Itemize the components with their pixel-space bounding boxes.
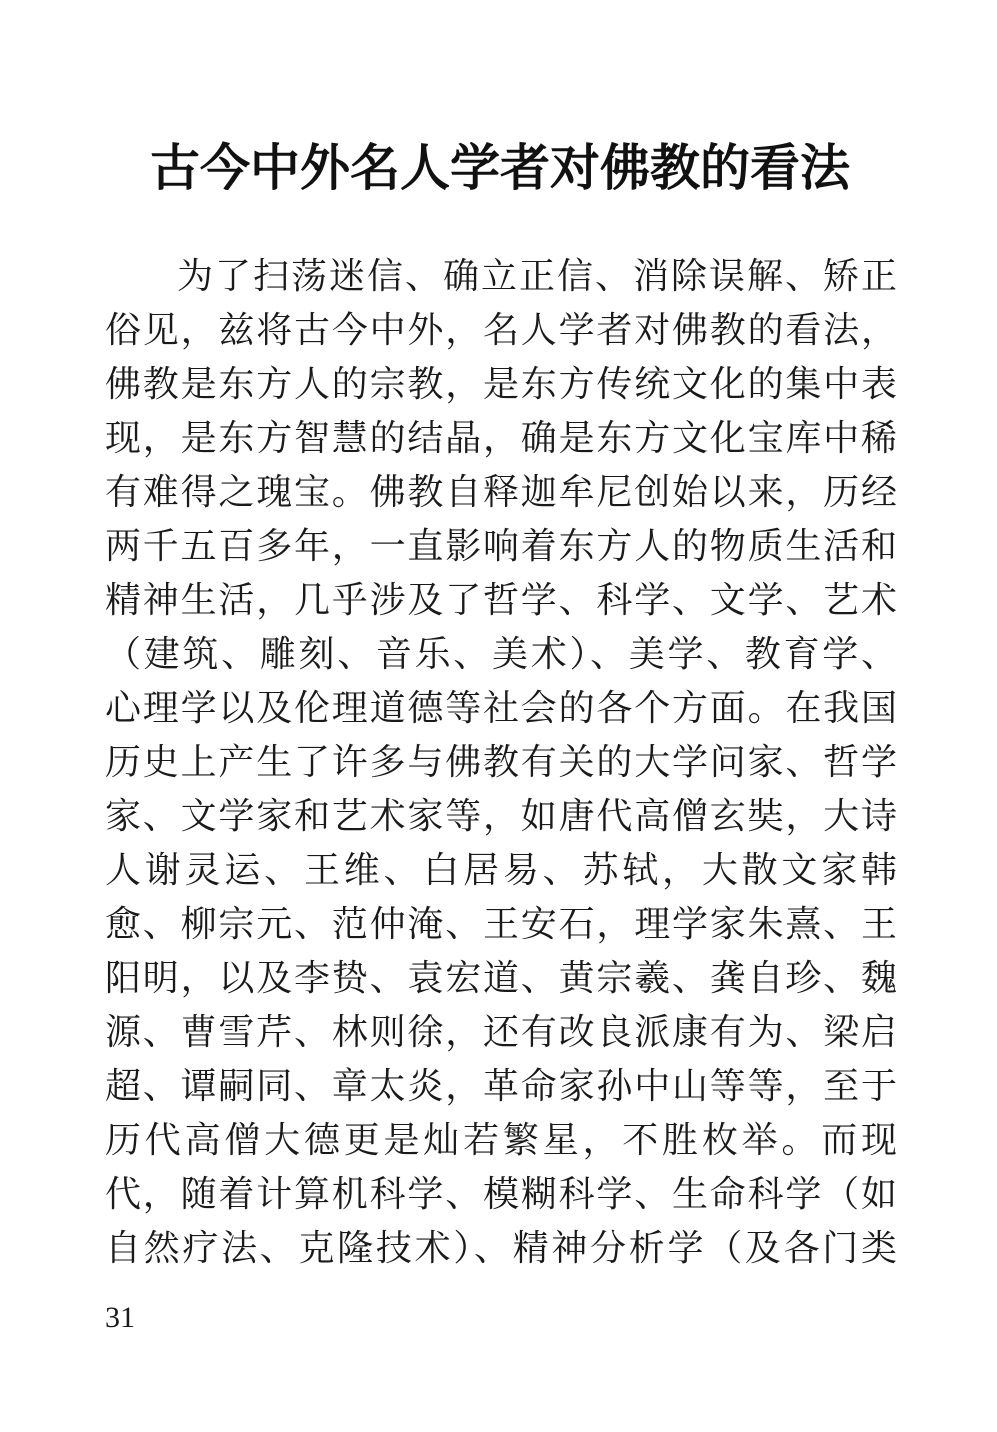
page-number: 31 xyxy=(105,1301,135,1334)
text-line: 家、文学家和艺术家等，如唐代高僧玄奘，大诗 xyxy=(105,796,897,837)
text-line: 精神生活，几乎涉及了哲学、科学、文学、艺术 xyxy=(105,580,897,621)
page-title: 古今中外名人学者对佛教的看法 xyxy=(150,139,850,197)
text-line: 心理学以及伦理道德等社会的各个方面。在我国 xyxy=(105,688,897,729)
text-line: 有难得之瑰宝。佛教自释迦牟尼创始以来，历经 xyxy=(105,472,897,513)
text-line: 自然疗法、克隆技术）、精神分析学（及各门类 xyxy=(105,1228,897,1269)
text-line: 阳明，以及李贽、袁宏道、黄宗羲、龚自珍、魏 xyxy=(105,958,897,999)
text-line: （建筑、雕刻、音乐、美术）、美学、教育学、 xyxy=(105,634,897,675)
text-line: 两千五百多年，一直影响着东方人的物质生活和 xyxy=(105,526,897,567)
text-line: 佛教是东方人的宗教，是东方传统文化的集中表 xyxy=(105,364,897,405)
text-line: 人谢灵运、王维、白居易、苏轼，大散文家韩 xyxy=(105,850,897,891)
text-line: 俗见，兹将古今中外，名人学者对佛教的看法， xyxy=(105,310,897,351)
text-line: 超、谭嗣同、章太炎，革命家孙中山等等，至于 xyxy=(105,1066,897,1107)
text-line: 代，随着计算机科学、模糊科学、生命科学（如 xyxy=(105,1174,897,1215)
text-line: 历代高僧大德更是灿若繁星，不胜枚举。而现 xyxy=(105,1120,897,1161)
body-paragraph xyxy=(105,250,897,1276)
text-line: 现，是东方智慧的结晶，确是东方文化宝库中稀 xyxy=(105,418,897,459)
text-line: 为了扫荡迷信、确立正信、消除误解、矫正 xyxy=(177,256,897,297)
text-line: 历史上产生了许多与佛教有关的大学问家、哲学 xyxy=(105,742,897,783)
text-line: 源、曹雪芹、林则徐，还有改良派康有为、梁启 xyxy=(105,1012,897,1053)
text-line: 愈、柳宗元、范仲淹、王安石，理学家朱熹、王 xyxy=(105,904,897,945)
